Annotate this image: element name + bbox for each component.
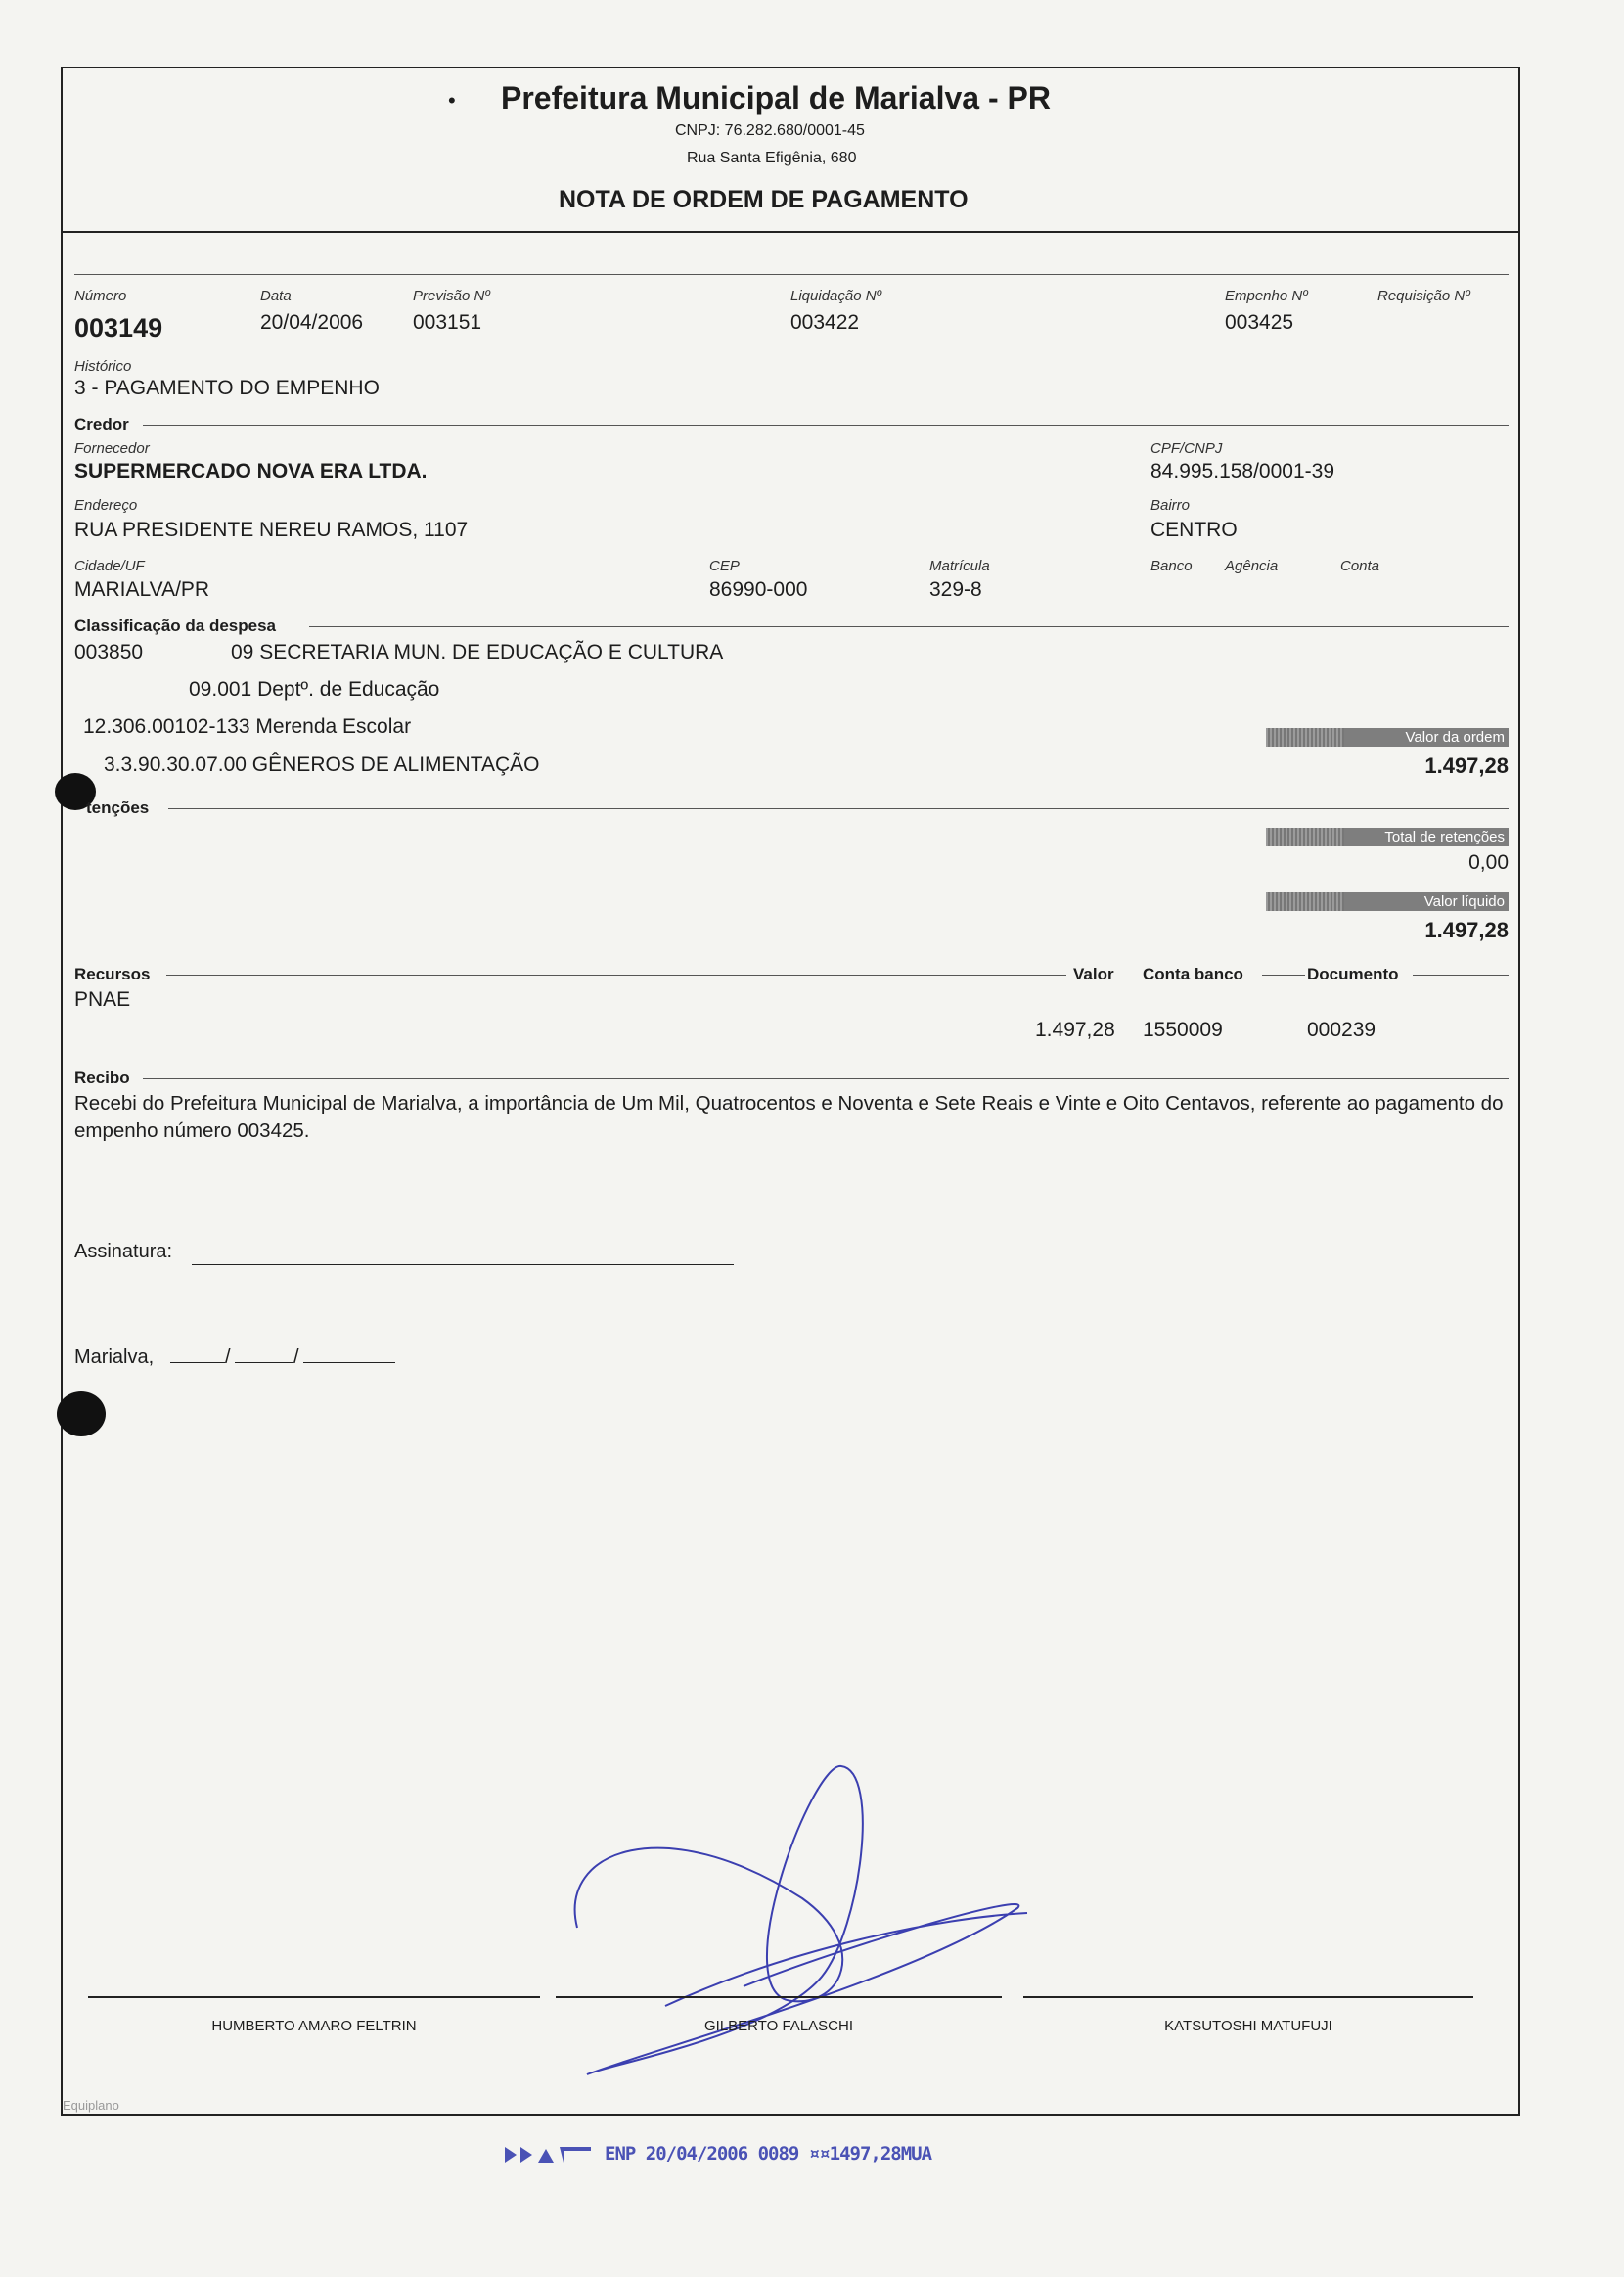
- date-sep-1: /: [225, 1346, 231, 1368]
- total-retencoes-value: 0,00: [1468, 851, 1509, 874]
- orgao-value: 09 SECRETARIA MUN. DE EDUCAÇÃO E CULTURA: [231, 641, 724, 663]
- recursos-documento: 000239: [1307, 1019, 1376, 1041]
- cpf-label: CPF/CNPJ: [1150, 440, 1223, 457]
- signatory-3: KATSUTOSHI MATUFUJI: [1164, 2018, 1332, 2034]
- numero-label: Número: [74, 288, 127, 304]
- date-day-line[interactable]: [170, 1362, 225, 1363]
- cidade-label: Cidade/UF: [74, 558, 145, 574]
- cpf-value: 84.995.158/0001-39: [1150, 460, 1335, 482]
- empenho-value: 003425: [1225, 311, 1294, 334]
- recibo-text: Recebi do Prefeitura Municipal de Marialva, a importância de Um Mil, Quatrocentos e Noventa e Sete Reais e Vinte e Oito Centavos, referente ao pagamento do empenho número 003425.: [74, 1092, 1504, 1142]
- page-title: Prefeitura Municipal de Marialva - PR: [501, 80, 1051, 115]
- recursos-section-title: Recursos: [74, 965, 151, 983]
- banco-label: Banco: [1150, 558, 1193, 574]
- stamp-logo-icon: [503, 2145, 593, 2164]
- assinatura-label: Assinatura:: [74, 1241, 173, 1262]
- signatory-1: HUMBERTO AMARO FELTRIN: [211, 2018, 417, 2034]
- cep-value: 86990-000: [709, 578, 808, 601]
- endereco-value: RUA PRESIDENTE NEREU RAMOS, 1107: [74, 519, 469, 541]
- date-year-line[interactable]: [303, 1362, 395, 1363]
- recursos-conta-label: Conta banco: [1143, 965, 1243, 983]
- data-label: Data: [260, 288, 292, 304]
- classificacao-section-title: Classificação da despesa: [74, 616, 277, 635]
- signature-scribble: [548, 1752, 1057, 2084]
- cep-label: CEP: [709, 558, 740, 574]
- header-address: Rua Santa Efigênia, 680: [687, 150, 857, 166]
- signatory-line-2: [556, 1996, 1002, 1998]
- funcional-value: 12.306.00102-133 Merenda Escolar: [83, 715, 412, 738]
- document-title: NOTA DE ORDEM DE PAGAMENTO: [559, 186, 969, 213]
- fornecedor-value: SUPERMERCADO NOVA ERA LTDA.: [74, 460, 428, 482]
- software-credit: Equiplano: [63, 2098, 119, 2113]
- local-label: Marialva,: [74, 1346, 155, 1368]
- cidade-value: MARIALVA/PR: [74, 578, 210, 601]
- liquidacao-value: 003422: [790, 311, 860, 334]
- recursos-divider-2: [1262, 975, 1305, 976]
- date-month-line[interactable]: [235, 1362, 293, 1363]
- elemento-value: 3.3.90.30.07.00 GÊNEROS DE ALIMENTAÇÃO: [104, 753, 540, 776]
- signatory-line-1: [88, 1996, 540, 1998]
- previsao-value: 003151: [413, 311, 482, 334]
- recursos-divider-3: [1413, 975, 1509, 976]
- info-divider: [74, 274, 1509, 275]
- previsao-label: Previsão Nº: [413, 288, 490, 304]
- credor-section-title: Credor: [74, 415, 129, 433]
- classificacao-divider: [309, 626, 1509, 627]
- recursos-fonte: PNAE: [74, 988, 131, 1011]
- historico-label: Histórico: [74, 358, 132, 375]
- header-cnpj: CNPJ: 76.282.680/0001-45: [675, 122, 865, 139]
- assinatura-line[interactable]: [192, 1264, 734, 1265]
- empenho-label: Empenho Nº: [1225, 288, 1308, 304]
- liquidacao-label: Liquidação Nº: [790, 288, 882, 304]
- recursos-divider: [166, 975, 1066, 976]
- data-value: 20/04/2006: [260, 311, 364, 334]
- requisicao-label: Requisição Nº: [1377, 288, 1470, 304]
- bank-stamp: ENP 20/04/2006 0089 ¤¤1497,28MUA: [605, 2143, 932, 2164]
- header-divider: [61, 231, 1520, 233]
- retencoes-section-title: tenções: [86, 798, 150, 817]
- matricula-value: 329-8: [929, 578, 982, 601]
- signatory-line-3: [1023, 1996, 1473, 1998]
- bairro-value: CENTRO: [1150, 519, 1238, 541]
- total-retencoes-bar: [1266, 828, 1509, 846]
- unidade-value: 09.001 Deptº. de Educação: [189, 678, 440, 701]
- header-bullet: •: [448, 88, 456, 113]
- date-sep-2: /: [293, 1346, 299, 1368]
- valor-ordem-value: 1.497,28: [1424, 753, 1509, 778]
- recursos-valor-label: Valor: [1073, 965, 1114, 983]
- historico-value: 3 - PAGAMENTO DO EMPENHO: [74, 377, 380, 399]
- valor-liquido-value: 1.497,28: [1424, 918, 1509, 942]
- recursos-valor: 1.497,28: [1035, 1019, 1115, 1041]
- recibo-divider: [143, 1078, 1509, 1079]
- valor-liquido-bar: [1266, 892, 1509, 911]
- retencoes-divider: [168, 808, 1509, 809]
- bairro-label: Bairro: [1150, 497, 1191, 514]
- classificacao-code: 003850: [74, 641, 144, 663]
- numero-value: 003149: [74, 313, 163, 342]
- total-retencoes-label: Total de retenções: [1384, 829, 1505, 845]
- endereco-label: Endereço: [74, 497, 138, 514]
- recursos-documento-label: Documento: [1307, 965, 1399, 983]
- recursos-conta: 1550009: [1143, 1019, 1223, 1041]
- credor-divider: [143, 425, 1509, 426]
- conta-label: Conta: [1340, 558, 1380, 574]
- matricula-label: Matrícula: [929, 558, 990, 574]
- fornecedor-label: Fornecedor: [74, 440, 150, 457]
- agencia-label: Agência: [1225, 558, 1279, 574]
- signatory-2: GILBERTO FALASCHI: [704, 2018, 853, 2034]
- recibo-section-title: Recibo: [74, 1069, 130, 1087]
- valor-liquido-label: Valor líquido: [1423, 893, 1505, 910]
- valor-ordem-label: Valor da ordem: [1405, 729, 1505, 746]
- valor-ordem-bar: [1266, 728, 1509, 747]
- punch-hole-2: [57, 1391, 106, 1436]
